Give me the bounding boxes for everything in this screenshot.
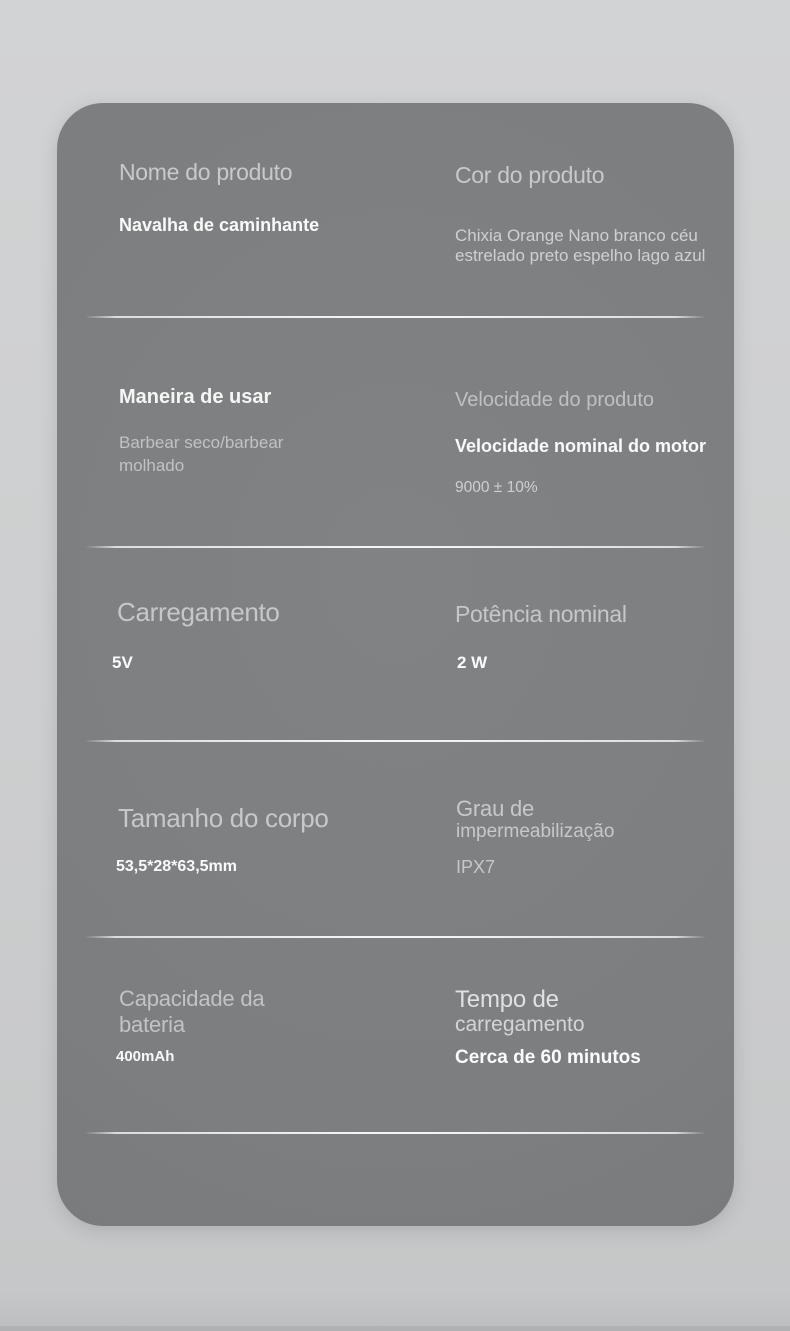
speed-value: 9000 ± 10% — [455, 479, 538, 496]
battery-value: 400mAh — [116, 1048, 175, 1065]
battery-label — [119, 986, 264, 1037]
divider-2 — [85, 546, 706, 548]
speed-sublabel: Velocidade nominal do motor — [455, 436, 707, 456]
body-size-value: 53,5*28*63,5mm — [116, 858, 237, 875]
usage-value — [119, 431, 319, 477]
divider-4 — [85, 936, 706, 938]
charge-time-label-line2: carregamento — [455, 1013, 585, 1036]
product-color-value-line2: estrelado preto espelho lago azul — [455, 246, 706, 265]
product-color-value — [455, 226, 735, 266]
divider-3 — [85, 740, 706, 742]
charging-value: 5V — [112, 653, 133, 672]
spec-card — [57, 103, 734, 1226]
product-color-value-line1: Chixia Orange Nano branco céu — [455, 226, 698, 245]
product-color-label: Cor do produto — [455, 162, 605, 188]
divider-1 — [85, 316, 706, 318]
usage-value-line1: Barbear seco/barbear — [119, 433, 284, 452]
speed-label: Velocidade do produto — [455, 389, 655, 411]
waterproof-label — [456, 796, 614, 842]
divider-5 — [85, 1132, 706, 1134]
waterproof-label-line2: impermeabilização — [456, 821, 615, 842]
usage-label: Maneira de usar — [119, 386, 272, 408]
usage-value-line2: molhado — [119, 456, 185, 475]
charge-time-value: Cerca de 60 minutos — [455, 1047, 641, 1068]
charge-time-label — [455, 986, 585, 1036]
battery-label-line2: bateria — [119, 1012, 185, 1037]
charge-time-label-line1: Tempo de — [455, 986, 559, 1013]
charging-label: Carregamento — [117, 597, 280, 627]
power-label: Potência nominal — [455, 601, 627, 627]
waterproof-value: IPX7 — [456, 857, 496, 877]
product-name-label: Nome do produto — [119, 159, 293, 185]
product-name-value: Navalha de caminhante — [119, 215, 320, 235]
power-value: 2 W — [457, 653, 488, 672]
body-size-label: Tamanho do corpo — [118, 803, 329, 833]
waterproof-label-line1: Grau de — [456, 796, 535, 821]
battery-label-line1: Capacidade da — [119, 986, 265, 1011]
